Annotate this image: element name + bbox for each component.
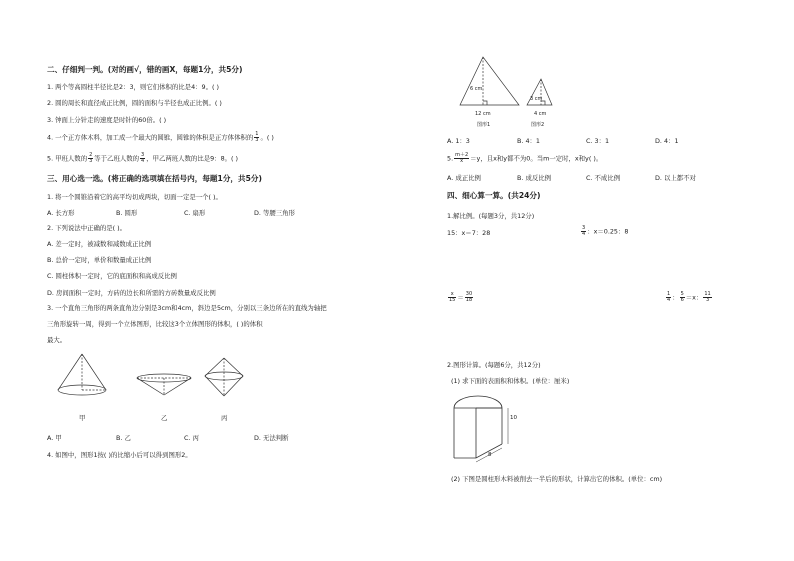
judge-q5: 5. 甲班人数的 $\frac{2}{3}$ 等于乙班人数的 $\frac{3}{4}$ ，甲乙两班人数的比是9：8。( )	[47, 152, 239, 164]
figure-calc-title: 2.图形计算。(每题6分，共12分)	[447, 361, 541, 369]
proportion-q5: 5. $\frac{m+2}{x}$ ＝y，且x和y都不为0。当m一定时，x和y( )。	[447, 152, 603, 164]
choice-q3-opt-b: B. 乙	[116, 434, 131, 442]
choice-q3-line2: 三角形旋转一周，得到一个立体图形，比较这3个立体图形的体积，( )的体积	[47, 320, 263, 328]
choice-q3-opt-c: C. 丙	[184, 434, 199, 442]
choice-q2: 2. 下列说法中正确的是( )。	[47, 224, 127, 232]
equation-4: $\frac{1}{4}$ ： $\frac{5}{6}$ ＝x： $\frac{11}{3}$	[667, 291, 711, 303]
judge-q4-tail: 。( )	[260, 133, 274, 142]
scale-q4-opt-c: C. 3：1	[586, 137, 610, 145]
choice-q3-line3: 最大。	[47, 336, 67, 344]
choice-q1-opt-a: A. 长方形	[47, 209, 75, 217]
shape-label-yi: 乙	[161, 414, 168, 422]
scale-q4-opt-a: A. 1：3	[447, 137, 470, 145]
judge-q4	[47, 132, 274, 143]
scale-q4-opt-d: D. 4：1	[655, 137, 679, 145]
choice-q1-opt-b: B. 圆形	[116, 209, 138, 217]
judge-q1: 1. 两个等高圆柱半径比是2：3，则它们体积的比是4：9。( )	[47, 83, 220, 91]
proportion-q5-opt-b: B. 成反比例	[517, 174, 552, 182]
shape-label-jia: 甲	[79, 414, 86, 422]
tri1-caption: 图形1	[477, 122, 491, 128]
tri1-base-label: 12 cm	[475, 111, 491, 117]
choice-q2-opt-a: A. 差一定时，被减数和减数成正比例	[47, 240, 152, 248]
shape-yi	[137, 374, 191, 395]
equation-2: $\frac{3}{4}$ ：x＝0.25：8	[582, 225, 629, 237]
judge-q4-text: 4. 一个正方体木料，加工成一个最大的圆锥，圆锥的体积是正方体体积的	[47, 133, 254, 142]
judge-q3: 3. 钟面上分针走的速度是时针的60倍。( )	[47, 116, 167, 124]
judge-q5-fraction-2: $\frac{3}{4}$	[141, 152, 145, 164]
section4-title: 四、细心算一算。(共24分)	[447, 191, 541, 200]
choice-q3-opt-a: A. 甲	[47, 434, 62, 442]
proportion-q5-opt-a: A. 成正比例	[447, 174, 481, 182]
choice-q3-opt-d: D. 无法判断	[254, 434, 289, 442]
choice-q1-opt-d: D. 等腰三角形	[254, 209, 295, 217]
tri2-caption: 图形2	[531, 122, 545, 128]
solve-proportion-title: 1.解比例。(每题3分，共12分)	[447, 212, 535, 220]
judge-q5-fraction-1: $\frac{2}{3}$	[89, 152, 93, 164]
tri2-base-label: 4 cm	[534, 111, 547, 117]
shape-bing	[205, 358, 243, 396]
choice-q3-line1: 3. 一个直角三角形的两条直角边分别是3cm和4cm，斜边是5cm，分别以三条边所在的直线为轴把	[47, 304, 327, 312]
choice-q1: 1. 将一个圆锥沿着它的高平均切成两块，切面一定是一个( )。	[47, 193, 222, 201]
figure-calc-q1: (1) 求下面的表面积和体积。(单位：厘米)	[451, 377, 570, 385]
judge-q2: 2. 圆的周长和直径成正比例，圆的面积与半径也成正比例。( )	[47, 99, 222, 107]
triangle-1	[460, 57, 519, 105]
choice-q2-opt-c: C. 圆柱体积一定时，它的底面积和高成反比例	[47, 272, 177, 280]
shape-jia	[58, 354, 106, 395]
judge-q4-fraction: $\frac{1}{3}$	[255, 131, 259, 143]
choice-q2-opt-b: B. 总价一定时，单价和数量成正比例	[47, 256, 152, 264]
section2-title: 二、仔细判一判。(对的画√，错的画X，每题1分，共5分)	[47, 65, 243, 74]
dim-height-10: 10	[510, 415, 517, 421]
choice-q4: 4. 如图中，图形1按( )的比缩小后可以得到图形2。	[47, 451, 192, 459]
choice-q1-opt-c: C. 扇形	[184, 209, 206, 217]
dim-base-8: 8	[488, 452, 492, 458]
tri1-height-label: 6 cm	[470, 86, 483, 92]
shape-label-bing: 丙	[221, 414, 228, 422]
equation-1: 15：x＝7：28	[447, 229, 491, 237]
choice-q2-opt-d: D. 房间面积一定时，方砖的边长和所需的方砖数量成反比例	[47, 289, 216, 297]
proportion-q5-fraction: $\frac{m+2}{x}$	[455, 152, 469, 164]
tri2-height-label: 3 cm	[530, 96, 543, 102]
rotation-solids-figure	[52, 350, 252, 410]
scale-q4-opt-b: B. 4：1	[517, 137, 540, 145]
figure-calc-q2: (2) 下图是圆柱形木料被削去一半后的形状，计算出它的体积。(单位：cm)	[451, 475, 663, 483]
proportion-q5-opt-d: D. 以上都不对	[655, 174, 696, 182]
equation-3: $\frac{x}{15}$ ＝ $\frac{30}{18}$	[449, 291, 473, 303]
proportion-q5-opt-c: C. 不成比例	[586, 174, 621, 182]
section3-title: 三、用心选一选。(将正确的选项填在括号内，每题1分，共5分)	[47, 174, 262, 183]
